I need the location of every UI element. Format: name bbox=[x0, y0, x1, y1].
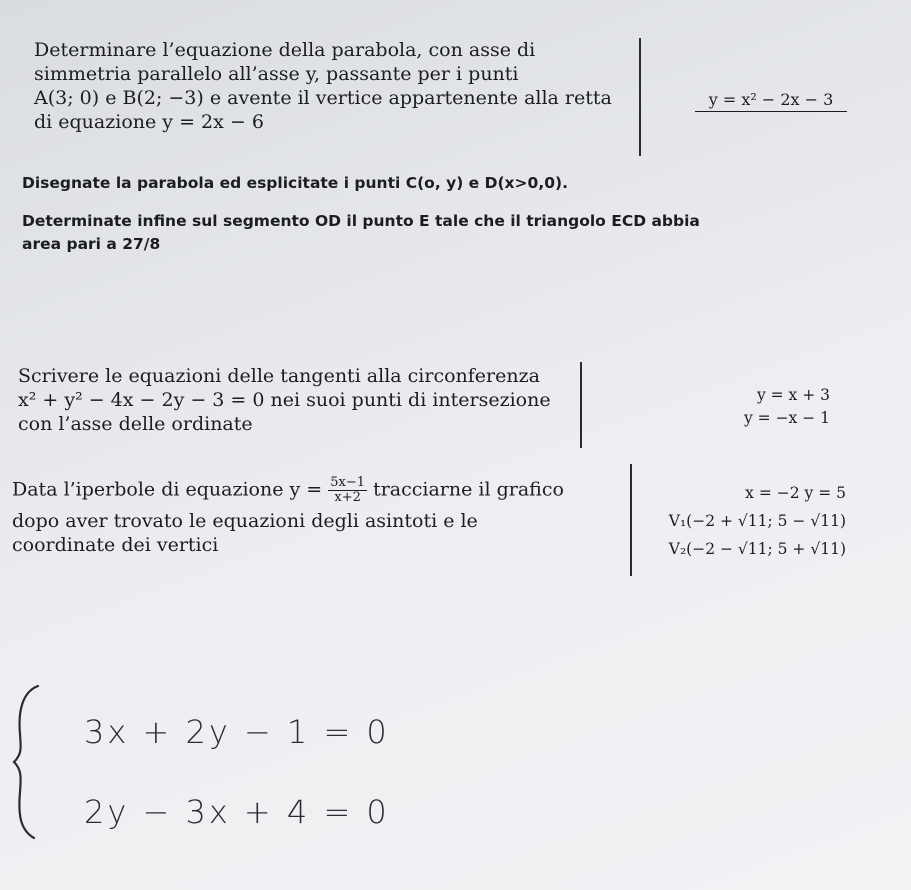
handwritten-equation: 3x + 2y − 1 = 0 bbox=[84, 713, 390, 751]
system-brace bbox=[8, 682, 48, 842]
problem-3-line: coordinate dei vertici bbox=[12, 534, 219, 556]
problem-2-line: x² + y² − 4x − 2y − 3 = 0 nei suoi punti di intersezione bbox=[18, 389, 551, 411]
problem-1b-line: Determinate infine sul segmento OD il punto E tale che il triangolo ECD abbia bbox=[22, 212, 700, 230]
problem-1b-line: Disegnate la parabola ed esplicitate i punti C(o, y) e D(x>0,0). bbox=[22, 174, 568, 192]
problem-3-line: dopo aver trovato le equazioni degli asintoti e le bbox=[12, 510, 478, 532]
problem-1-line: A(3; 0) e B(2; −3) e avente il vertice appartenente alla retta bbox=[34, 87, 612, 109]
problem-3-text bbox=[12, 476, 564, 557]
problem-3-answers bbox=[640, 479, 846, 563]
problem-2-answers bbox=[690, 384, 830, 430]
problem-2-divider bbox=[580, 362, 582, 448]
problem-1-line: Determinare l’equazione della parabola, con asse di bbox=[34, 39, 536, 61]
problem-3-line-1 bbox=[12, 476, 564, 505]
vertex-answer: V₂(−2 − √11; 5 + √11) bbox=[668, 540, 846, 558]
problem-1-line: di equazione y = 2x − 6 bbox=[34, 111, 264, 133]
tangent-answer: y = −x − 1 bbox=[743, 409, 830, 427]
tangent-answer: y = x + 3 bbox=[756, 386, 830, 404]
hyperbola-fraction bbox=[328, 476, 367, 505]
handwritten-system bbox=[84, 692, 390, 852]
problem-2-line: con l’asse delle ordinate bbox=[18, 413, 253, 435]
fraction-denominator: x+2 bbox=[334, 490, 361, 505]
vertex-answer: V₁(−2 + √11; 5 − √11) bbox=[668, 512, 846, 530]
handwritten-equation: 2y − 3x + 4 = 0 bbox=[84, 793, 390, 831]
problem-3-suffix: tracciarne il grafico bbox=[373, 478, 564, 501]
problem-1-divider bbox=[639, 38, 641, 156]
fraction-numerator: 5x−1 bbox=[330, 475, 366, 490]
problem-3-prefix: Data l’iperbole di equazione y = bbox=[12, 478, 323, 501]
problem-1b-line: area pari a 27/8 bbox=[22, 235, 161, 253]
problem-1-answer: y = x² − 2x − 3 bbox=[695, 90, 847, 112]
asymptotes-answer: x = −2 y = 5 bbox=[745, 484, 846, 502]
problem-2-line: Scrivere le equazioni delle tangenti alla circonferenza bbox=[18, 365, 540, 387]
problem-2-text bbox=[18, 364, 551, 436]
problem-1-text bbox=[34, 38, 612, 134]
problem-1-line: simmetria parallelo all’asse y, passante per i punti bbox=[34, 63, 519, 85]
problem-3-divider bbox=[630, 464, 632, 576]
problem-1b-text bbox=[22, 172, 700, 256]
